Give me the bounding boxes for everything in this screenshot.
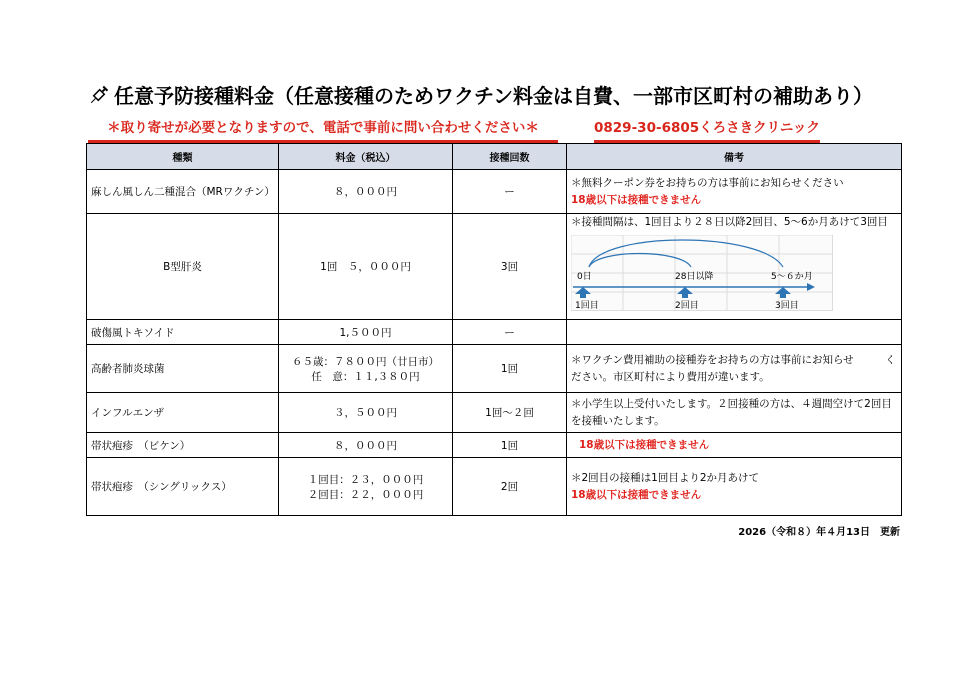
vaccine-note bbox=[567, 458, 902, 516]
vaccine-name: 麻しん風しん二種混合（MRワクチン） bbox=[87, 170, 279, 214]
age-restriction-note: 18歳以下は接種できません bbox=[571, 488, 702, 501]
vaccine-count: 1回 bbox=[453, 345, 567, 393]
fee-line: １回目：２３，０００円 bbox=[307, 473, 424, 486]
note-line: ださい。市区町村により費用が違います。 bbox=[571, 370, 770, 383]
vaccine-name: 破傷風トキソイド bbox=[87, 320, 279, 345]
vaccine-count: 1回〜２回 bbox=[453, 393, 567, 433]
vaccine-count: 2回 bbox=[453, 458, 567, 516]
dose-arrow-icon bbox=[677, 287, 693, 298]
dose-arrow-icon bbox=[775, 287, 791, 298]
vaccine-note bbox=[567, 345, 902, 393]
timeline-label: 0日 bbox=[577, 272, 592, 282]
table-row bbox=[87, 320, 902, 345]
title-text: 任意予防接種料金（任意接種のためワクチン料金は自費、一部市区町村の補助あり） bbox=[114, 84, 873, 108]
interval-arc-short bbox=[589, 254, 691, 268]
dose-label: 3回目 bbox=[775, 301, 799, 311]
note-line: ＊無料クーポン券をお持ちの方は事前にお知らせください bbox=[571, 176, 844, 189]
vaccine-note bbox=[567, 170, 902, 214]
hepatitis-b-schedule-diagram bbox=[571, 235, 833, 311]
vaccine-name: 帯状疱疹 （シングリックス） bbox=[87, 458, 279, 516]
timeline-label: 5～６か月 bbox=[771, 272, 813, 282]
note-line: ＊ワクチン費用補助の接種券をお持ちの方は事前にお知らせ く bbox=[571, 353, 896, 366]
table-row bbox=[87, 433, 902, 458]
updated-date: 2026（令和８）年４月13日 更新 bbox=[738, 527, 900, 538]
note-line: を接種いたします。 bbox=[571, 414, 665, 427]
table-row bbox=[87, 393, 902, 433]
vaccine-count: ー bbox=[453, 170, 567, 214]
note-line: ＊接種間隔は、1回目より２８日以降2回目、5〜6か月あけて3回目 bbox=[571, 216, 888, 228]
clinic-phone: 0829-30-6805くろさきクリニック bbox=[594, 116, 820, 143]
vaccine-fee: 1回 ５，０００円 bbox=[279, 214, 453, 320]
vaccine-note bbox=[567, 393, 902, 433]
vaccine-count: 1回 bbox=[453, 433, 567, 458]
dose-arrow-icon bbox=[575, 287, 591, 298]
fee-line: 任 意：１１,３８０円 bbox=[311, 370, 420, 383]
dose-label: 2回目 bbox=[675, 301, 699, 311]
vaccine-name: インフルエンザ bbox=[87, 393, 279, 433]
timeline-label: 28日以降 bbox=[675, 272, 714, 282]
vaccine-fee: 1,５００円 bbox=[279, 320, 453, 345]
vaccine-fee bbox=[279, 458, 453, 516]
page-title bbox=[88, 80, 873, 109]
header-type: 種類 bbox=[87, 144, 279, 170]
age-restriction-note: 18歳以下は接種できません bbox=[579, 438, 710, 451]
note-line: ＊2回目の接種は1回目より2か月あけて bbox=[571, 471, 760, 484]
header-count: 接種回数 bbox=[453, 144, 567, 170]
table-row bbox=[87, 214, 902, 320]
vaccine-fee: ８，０００円 bbox=[279, 170, 453, 214]
order-notice: ＊取り寄せが必要となりますので、電話で事前に問い合わせください＊ bbox=[88, 116, 558, 143]
vaccine-fee bbox=[279, 345, 453, 393]
fee-line: ６５歳：７８００円（廿日市） bbox=[292, 355, 439, 368]
header-fee: 料金（税込） bbox=[279, 144, 453, 170]
syringe-icon bbox=[88, 84, 110, 106]
fee-table bbox=[86, 143, 902, 516]
table-row bbox=[87, 170, 902, 214]
table-row bbox=[87, 345, 902, 393]
vaccine-count: ー bbox=[453, 320, 567, 345]
timeline-arrowhead bbox=[807, 283, 815, 291]
fee-line: ２回目：２２，０００円 bbox=[307, 488, 424, 501]
vaccine-fee: ３，５００円 bbox=[279, 393, 453, 433]
vaccine-note bbox=[567, 214, 902, 320]
table-row bbox=[87, 458, 902, 516]
vaccine-name: 帯状疱疹 （ビケン） bbox=[87, 433, 279, 458]
vaccine-note bbox=[567, 320, 902, 345]
vaccine-name: 高齢者肺炎球菌 bbox=[87, 345, 279, 393]
dose-label: 1回目 bbox=[575, 301, 599, 311]
table-header-row bbox=[87, 144, 902, 170]
note-line: ＊小学生以上受付いたします。２回接種の方は、４週間空けて2回目 bbox=[571, 397, 892, 410]
vaccine-note bbox=[567, 433, 902, 458]
age-restriction-note: 18歳以下は接種できません bbox=[571, 193, 702, 206]
vaccine-fee: ８，０００円 bbox=[279, 433, 453, 458]
vaccine-name: B型肝炎 bbox=[87, 214, 279, 320]
header-note: 備考 bbox=[567, 144, 902, 170]
vaccine-count: 3回 bbox=[453, 214, 567, 320]
